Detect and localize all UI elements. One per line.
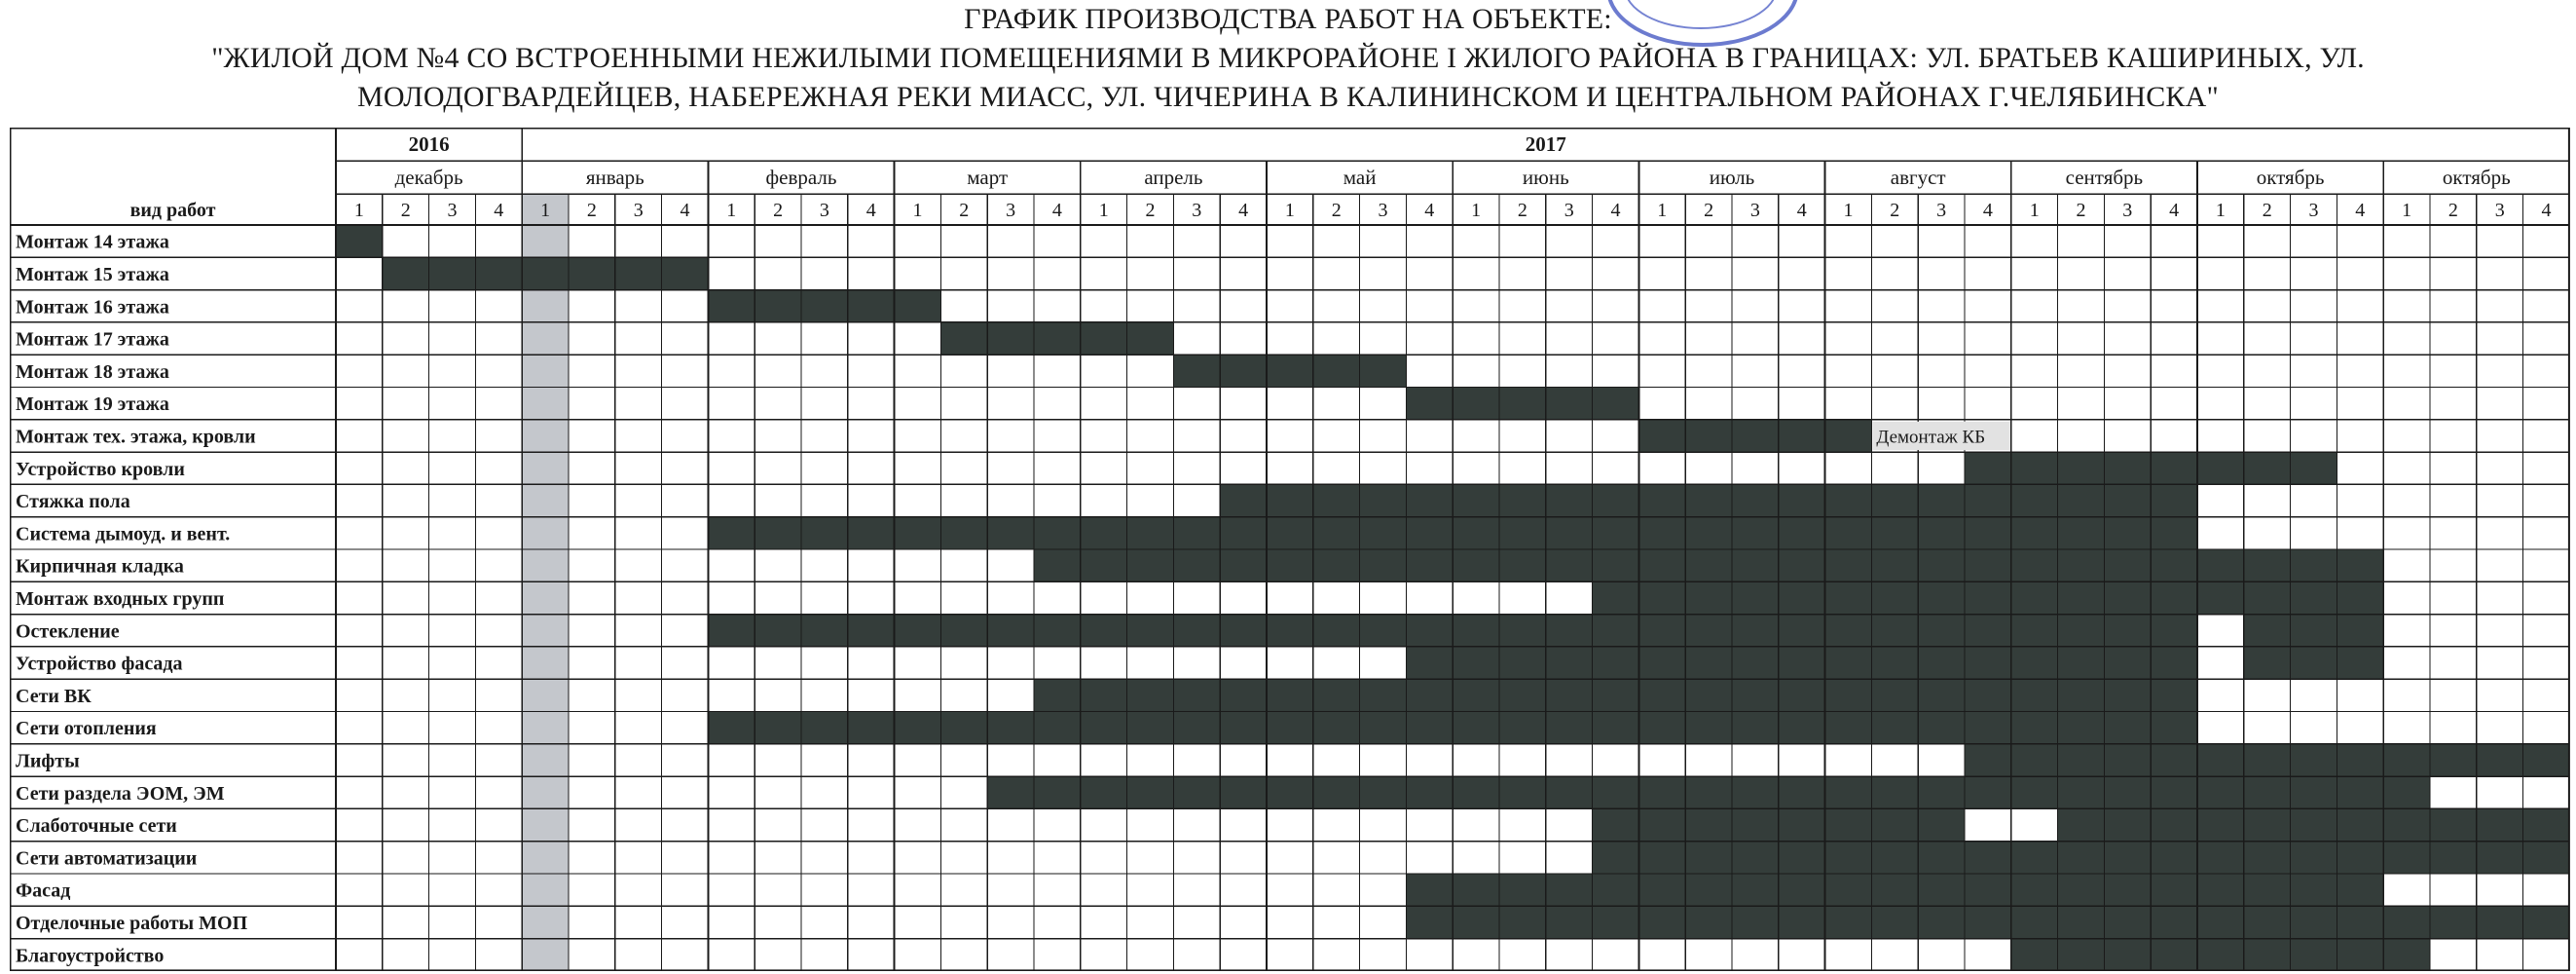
month-header: октябрь (2256, 166, 2325, 189)
month-header: июнь (1522, 166, 1569, 189)
work-type-label: Монтаж 15 этажа (16, 263, 169, 285)
schedule-bar (2244, 647, 2383, 679)
schedule-bar (1638, 420, 1871, 452)
work-type-label: Слаботочные сети (16, 815, 177, 838)
week-number: 3 (1006, 200, 1016, 221)
work-type-label: Монтаж 19 этажа (16, 393, 169, 416)
week-number: 4 (2169, 200, 2180, 221)
year-header: 2017 (1525, 132, 1566, 156)
schedule-gantt-table (10, 128, 2576, 971)
schedule-bar (1406, 388, 1638, 420)
week-number: 2 (1331, 200, 1342, 221)
month-header: февраль (765, 166, 837, 189)
work-type-label: Сети отопления (16, 718, 157, 740)
week-number: 2 (2076, 200, 2086, 221)
week-number: 3 (1936, 200, 1947, 221)
work-type-label: Остекление (16, 620, 120, 643)
document-title: ГРАФИК ПРОИЗВОДСТВА РАБОТ НА ОБЪЕКТЕ: (964, 3, 1612, 35)
work-type-label: Сети ВК (16, 685, 92, 707)
schedule-bar (1593, 842, 2570, 874)
schedule-bar (1220, 484, 2197, 516)
week-number: 4 (1796, 200, 1807, 221)
week-number: 3 (819, 200, 829, 221)
schedule-bar (2011, 939, 2430, 971)
week-number: 4 (1610, 200, 1621, 221)
schedule-bar (383, 257, 709, 289)
week-number: 2 (773, 200, 784, 221)
week-number: 1 (912, 200, 923, 221)
week-number: 1 (540, 200, 551, 221)
week-number: 1 (1843, 200, 1854, 221)
month-header: август (1890, 166, 1946, 189)
month-header: апрель (1144, 166, 1203, 189)
month-header: март (967, 166, 1009, 189)
week-number: 4 (494, 200, 504, 221)
year-header: 2016 (408, 132, 450, 156)
schedule-bar (1406, 647, 2197, 679)
month-header: май (1343, 166, 1377, 189)
week-number: 3 (1564, 200, 1574, 221)
week-number: 4 (1051, 200, 1062, 221)
week-number: 2 (1517, 200, 1527, 221)
week-number: 2 (586, 200, 597, 221)
week-number: 4 (2541, 200, 2552, 221)
week-number: 4 (865, 200, 876, 221)
week-number: 4 (1982, 200, 1993, 221)
object-name-line-1: "ЖИЛОЙ ДОМ №4 СО ВСТРОЕННЫМИ НЕЖИЛЫМИ ПОМЕЩЕНИЯМИ В МИКРОРАЙОНЕ I ЖИЛОГО РАЙОНА В ГРАНИЦАХ: УЛ. БРАТЬЕВ КАШИРИНЫХ, УЛ. (211, 42, 2365, 74)
week-number: 1 (1284, 200, 1295, 221)
week-number: 2 (2262, 200, 2272, 221)
week-number: 1 (353, 200, 364, 221)
schedule-bar (2244, 615, 2383, 647)
week-number: 3 (2308, 200, 2319, 221)
week-number: 2 (1704, 200, 1714, 221)
work-type-label: Кирпичная кладка (16, 555, 184, 578)
work-type-label: Сети раздела ЭОМ, ЭМ (16, 782, 225, 805)
schedule-bar (708, 290, 940, 322)
work-type-label: Монтаж 18 этажа (16, 360, 169, 383)
week-number: 2 (1890, 200, 1900, 221)
schedule-bar (1965, 744, 2569, 776)
week-number: 1 (2029, 200, 2040, 221)
work-type-label: Фасад (16, 880, 71, 902)
work-type-label: Система дымоуд. и вент. (16, 523, 231, 545)
week-number: 2 (2447, 200, 2458, 221)
work-type-label: Сети автоматизации (16, 847, 198, 870)
schedule-bar (1034, 549, 2383, 581)
week-number: 4 (1238, 200, 1249, 221)
schedule-bar (2058, 808, 2570, 841)
week-number: 1 (1657, 200, 1668, 221)
work-type-label: Монтаж 14 этажа (16, 231, 169, 253)
month-header: сентябрь (2065, 166, 2144, 189)
week-number: 3 (2494, 200, 2505, 221)
schedule-bar (1173, 355, 1406, 387)
work-type-label: Монтаж входных групп (16, 587, 225, 610)
week-number: 2 (959, 200, 970, 221)
work-type-label: Стяжка пола (16, 491, 130, 513)
week-number: 3 (447, 200, 458, 221)
month-header: декабрь (394, 166, 463, 189)
work-type-label: Лифты (16, 750, 80, 772)
week-number: 1 (2402, 200, 2412, 221)
schedule-bar (1406, 874, 2383, 906)
work-type-label: Устройство фасада (16, 653, 183, 675)
schedule-bar (1034, 679, 2197, 711)
week-number: 1 (1098, 200, 1109, 221)
schedule-bar (336, 225, 383, 257)
week-number: 4 (2355, 200, 2366, 221)
month-header: октябрь (2442, 166, 2511, 189)
schedule-bar (987, 776, 2430, 808)
schedule-bar (940, 322, 1173, 355)
work-type-label: Благоустройство (16, 945, 165, 967)
work-type-label: Монтаж тех. этажа, кровли (16, 426, 256, 448)
week-number: 4 (1424, 200, 1435, 221)
week-number: 3 (1192, 200, 1202, 221)
week-number: 1 (1471, 200, 1482, 221)
week-number: 2 (1145, 200, 1156, 221)
work-type-label: Монтаж 16 этажа (16, 296, 169, 318)
week-number: 3 (2122, 200, 2133, 221)
week-number: 3 (633, 200, 644, 221)
week-number: 3 (1378, 200, 1388, 221)
week-number: 1 (726, 200, 737, 221)
month-header: январь (585, 166, 644, 189)
week-number: 2 (400, 200, 411, 221)
month-header: июль (1709, 166, 1755, 189)
note-label: Демонтаж КБ (1876, 427, 1986, 448)
work-type-label: Отделочные работы МОП (16, 912, 248, 934)
work-type-label: Монтаж 17 этажа (16, 328, 169, 351)
object-name-line-2: МОЛОДОГВАРДЕЙЦЕВ, НАБЕРЕЖНАЯ РЕКИ МИАСС, УЛ. ЧИЧЕРИНА В КАЛИНИНСКОМ И ЦЕНТРАЛЬНОМ РАЙОНАХ Г.ЧЕЛЯБИНСКА" (357, 81, 2219, 113)
schedule-bar (1406, 906, 2569, 938)
work-type-header: вид работ (129, 200, 216, 221)
week-number: 4 (680, 200, 690, 221)
week-number: 1 (2215, 200, 2226, 221)
work-type-label: Устройство кровли (16, 458, 185, 480)
week-number: 3 (1749, 200, 1760, 221)
schedule-bar (1593, 581, 2384, 614)
